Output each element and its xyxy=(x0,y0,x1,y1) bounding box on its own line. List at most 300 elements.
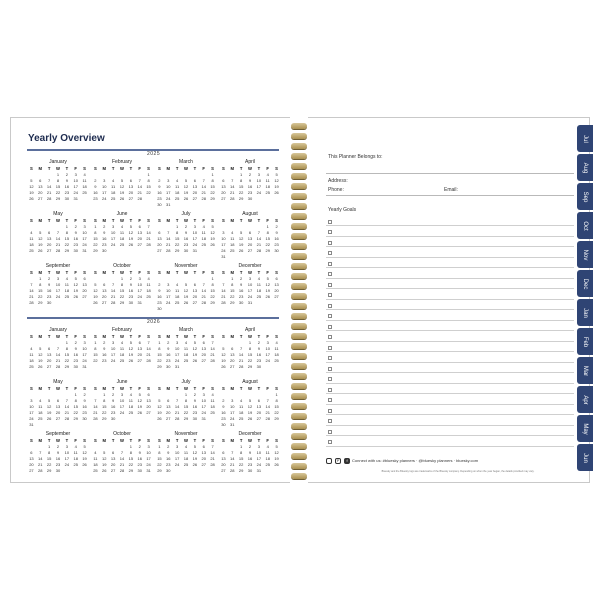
day-number: 5 xyxy=(94,282,97,287)
day-number: 11 xyxy=(239,404,244,409)
day-number: 9 xyxy=(103,230,106,235)
weekday-label: M xyxy=(166,218,171,223)
weekday-label: F xyxy=(138,438,141,443)
day-number: 21 xyxy=(55,242,61,247)
day-number xyxy=(71,468,80,474)
day-number: 4 xyxy=(240,398,243,403)
day-number: 7 xyxy=(222,282,225,287)
day-number: 2 xyxy=(74,224,77,229)
day-number: 5 xyxy=(266,276,269,281)
month-calendar-january xyxy=(27,327,89,370)
day-number: 31 xyxy=(82,364,87,369)
day-number: 1 xyxy=(275,392,278,397)
day-number: 18 xyxy=(210,404,215,409)
goal-checkbox[interactable] xyxy=(328,325,332,329)
day-number: 29 xyxy=(230,300,235,305)
month-tab-dec[interactable] xyxy=(577,270,593,297)
month-tab-aug[interactable] xyxy=(577,154,593,181)
goal-line[interactable] xyxy=(326,341,574,342)
weekday-label: W xyxy=(248,270,252,275)
day-number: 14 xyxy=(256,236,262,241)
day-number xyxy=(208,468,217,474)
month-name: November xyxy=(174,263,198,269)
weekday-label: S xyxy=(158,386,161,391)
day-number: 5 xyxy=(74,276,77,281)
goal-checkbox[interactable] xyxy=(328,283,332,287)
day-number: 22 xyxy=(64,242,70,247)
day-number: 26 xyxy=(137,410,142,415)
month-tab-jul[interactable] xyxy=(577,125,593,152)
day-number: 19 xyxy=(274,184,279,189)
day-number: 9 xyxy=(167,450,170,455)
day-number: 13 xyxy=(110,456,116,461)
day-number: 18 xyxy=(119,352,125,357)
weekday-label: W xyxy=(120,218,124,223)
day-number: 2 xyxy=(94,178,97,183)
day-number: 21 xyxy=(230,190,235,195)
contact-line xyxy=(326,195,574,196)
day-number: 20 xyxy=(192,294,198,299)
day-number xyxy=(263,422,272,428)
day-number xyxy=(199,202,208,208)
day-number: 7 xyxy=(202,282,205,287)
day-number: 25 xyxy=(174,196,180,201)
day-number: 9 xyxy=(275,230,278,235)
month-tab-label: Feb xyxy=(582,336,588,347)
goal-checkbox[interactable] xyxy=(328,272,332,276)
day-number: 29 xyxy=(274,416,279,421)
day-number xyxy=(182,468,191,474)
day-number: 6 xyxy=(112,450,115,455)
day-number: 8 xyxy=(103,398,106,403)
weekday-label: F xyxy=(266,438,269,443)
day-number: 25 xyxy=(29,248,34,253)
day-number: 13 xyxy=(201,450,206,455)
day-number: 13 xyxy=(274,282,279,287)
day-number: 18 xyxy=(93,462,98,467)
weekday-label: T xyxy=(47,334,51,339)
day-number xyxy=(164,306,173,312)
day-number: 21 xyxy=(55,358,61,363)
weekday-label: T xyxy=(193,166,197,171)
spiral-ring xyxy=(291,383,307,389)
weekday-label: F xyxy=(74,438,77,443)
day-number: 6 xyxy=(202,340,205,345)
spiral-ring xyxy=(291,133,307,139)
month-tab-may[interactable] xyxy=(577,415,593,442)
day-number: 21 xyxy=(230,462,235,467)
weekday-label: T xyxy=(47,270,51,275)
goal-line[interactable] xyxy=(326,414,574,415)
day-number: 19 xyxy=(137,404,142,409)
day-number: 8 xyxy=(94,346,97,351)
day-number: 12 xyxy=(128,230,134,235)
day-number: 24 xyxy=(64,462,70,467)
day-number: 27 xyxy=(256,416,262,421)
day-number xyxy=(199,306,208,312)
goal-line[interactable] xyxy=(326,309,574,310)
weekday-label: S xyxy=(83,438,86,443)
day-number: 19 xyxy=(119,190,125,195)
month-calendar-july xyxy=(155,211,217,254)
day-number: 28 xyxy=(221,300,226,305)
day-number: 17 xyxy=(55,288,61,293)
weekday-label: T xyxy=(193,438,197,443)
day-number: 4 xyxy=(129,392,132,397)
weekday-label: S xyxy=(275,386,278,391)
week-row xyxy=(155,306,217,312)
goal-checkbox[interactable] xyxy=(328,335,332,339)
weekday-label: T xyxy=(257,218,261,223)
day-number: 6 xyxy=(248,230,252,235)
day-number xyxy=(80,468,89,474)
goal-line[interactable] xyxy=(326,383,574,384)
month-tab-mar[interactable] xyxy=(577,357,593,384)
day-number: 11 xyxy=(93,456,98,461)
day-number: 29 xyxy=(183,416,189,421)
day-number: 21 xyxy=(46,190,52,195)
day-number xyxy=(254,300,263,306)
weekday-label: F xyxy=(74,218,77,223)
day-number: 29 xyxy=(265,248,270,253)
day-number: 25 xyxy=(274,358,279,363)
goal-checkbox[interactable] xyxy=(328,356,332,360)
spiral-ring xyxy=(291,163,307,169)
day-number: 31 xyxy=(73,196,78,201)
goal-checkbox[interactable] xyxy=(328,430,332,434)
day-number: 4 xyxy=(266,172,269,177)
day-number xyxy=(182,306,191,312)
day-number xyxy=(45,422,54,428)
day-number xyxy=(118,248,127,254)
page-title: Yearly Overview xyxy=(28,133,105,144)
day-number: 10 xyxy=(102,184,107,189)
weekday-label: F xyxy=(138,218,141,223)
goal-checkbox[interactable] xyxy=(328,304,332,308)
day-number: 24 xyxy=(110,242,116,247)
day-number: 20 xyxy=(46,358,52,363)
day-number: 29 xyxy=(157,364,162,369)
day-number xyxy=(54,300,63,306)
day-number: 13 xyxy=(137,230,142,235)
goal-line[interactable] xyxy=(326,267,574,268)
goal-checkbox[interactable] xyxy=(328,398,332,402)
day-number: 14 xyxy=(55,352,61,357)
goal-line[interactable] xyxy=(326,446,574,447)
goal-checkbox[interactable] xyxy=(328,293,332,297)
month-tab-feb[interactable] xyxy=(577,328,593,355)
footer-connect-text: Connect with us: #bluesky planners · @bluesky planners · bluesky.com xyxy=(352,458,479,463)
weekday-label: F xyxy=(266,334,269,339)
month-name: December xyxy=(238,263,262,269)
weekday-label: S xyxy=(275,270,278,275)
goal-checkbox[interactable] xyxy=(328,409,332,413)
day-number: 15 xyxy=(210,288,215,293)
day-number: 3 xyxy=(231,398,234,403)
day-number: 8 xyxy=(240,178,243,183)
day-number: 2 xyxy=(193,392,196,397)
day-number: 16 xyxy=(137,456,142,461)
weekday-label: T xyxy=(65,438,69,443)
day-number: 3 xyxy=(222,230,225,235)
owner-goals-page xyxy=(308,117,590,483)
day-number: 27 xyxy=(274,294,279,299)
day-number: 5 xyxy=(184,282,188,287)
day-number: 6 xyxy=(202,444,205,449)
day-number: 23 xyxy=(238,294,244,299)
day-number: 19 xyxy=(221,358,226,363)
day-number: 3 xyxy=(266,340,269,345)
month-tab-oct[interactable] xyxy=(577,212,593,239)
day-number: 20 xyxy=(102,294,107,299)
day-number: 2 xyxy=(48,276,51,281)
spiral-ring xyxy=(291,393,307,399)
goal-checkbox[interactable] xyxy=(328,241,332,245)
day-number: 15 xyxy=(183,404,189,409)
day-number: 22 xyxy=(183,410,189,415)
goal-checkbox[interactable] xyxy=(328,377,332,381)
pinterest-icon: P xyxy=(336,458,340,463)
day-number: 16 xyxy=(274,236,279,241)
weekday-label: S xyxy=(275,438,278,443)
goal-checkbox[interactable] xyxy=(328,388,332,392)
day-number: 16 xyxy=(256,352,262,357)
goal-line[interactable] xyxy=(326,404,574,405)
month-calendar-june xyxy=(91,379,153,422)
weekday-label: T xyxy=(111,334,115,339)
spiral-ring xyxy=(291,353,307,359)
day-number: 26 xyxy=(82,462,87,467)
month-tab-apr[interactable] xyxy=(577,386,593,413)
day-number: 15 xyxy=(247,352,253,357)
goal-checkbox[interactable] xyxy=(328,419,332,423)
day-number xyxy=(254,422,263,428)
day-number: 23 xyxy=(221,416,226,421)
day-number: 24 xyxy=(102,196,107,201)
day-number: 23 xyxy=(102,242,107,247)
day-number: 3 xyxy=(112,340,115,345)
day-number: 9 xyxy=(158,184,161,189)
day-number: 22 xyxy=(157,358,162,363)
goal-line[interactable] xyxy=(326,288,574,289)
day-number: 16 xyxy=(102,236,107,241)
day-number: 17 xyxy=(166,190,171,195)
goal-checkbox[interactable] xyxy=(328,367,332,371)
day-number: 18 xyxy=(265,456,270,461)
weekday-label: S xyxy=(94,386,97,391)
day-number: 1 xyxy=(94,340,97,345)
month-tab-nov[interactable] xyxy=(577,241,593,268)
day-number: 28 xyxy=(230,468,235,473)
day-number: 4 xyxy=(176,282,179,287)
goal-checkbox[interactable] xyxy=(328,230,332,234)
day-number: 24 xyxy=(166,196,171,201)
month-calendar-august xyxy=(219,211,281,260)
day-number: 5 xyxy=(184,178,188,183)
day-number: 9 xyxy=(103,346,106,351)
goal-checkbox[interactable] xyxy=(328,440,332,444)
day-number: 10 xyxy=(221,236,226,241)
goal-line[interactable] xyxy=(326,362,574,363)
month-tab-label: May xyxy=(582,422,588,435)
day-number: 20 xyxy=(146,404,151,409)
day-number: 25 xyxy=(238,416,244,421)
day-number: 30 xyxy=(157,202,162,207)
weekday-label: S xyxy=(83,334,86,339)
month-calendar-march xyxy=(155,327,217,370)
day-number: 16 xyxy=(55,456,61,461)
day-number: 18 xyxy=(265,184,270,189)
day-number: 22 xyxy=(38,294,43,299)
day-number: 6 xyxy=(147,392,150,397)
day-number: 30 xyxy=(192,416,198,421)
day-number: 22 xyxy=(93,358,98,363)
day-number: 31 xyxy=(137,300,142,305)
goal-line[interactable] xyxy=(326,236,574,237)
day-number: 20 xyxy=(230,358,235,363)
goal-checkbox[interactable] xyxy=(328,220,332,224)
day-number: 28 xyxy=(93,416,98,421)
day-number: 17 xyxy=(82,236,87,241)
day-number: 10 xyxy=(174,346,180,351)
goal-line[interactable] xyxy=(326,278,574,279)
day-number: 4 xyxy=(65,276,68,281)
day-number xyxy=(272,468,281,474)
day-number: 9 xyxy=(240,282,243,287)
day-number: 20 xyxy=(201,456,206,461)
goal-line[interactable] xyxy=(326,246,574,247)
day-number xyxy=(208,248,217,254)
day-number: 25 xyxy=(183,462,189,467)
day-number: 22 xyxy=(93,242,98,247)
weekday-label: S xyxy=(211,166,214,171)
day-number: 15 xyxy=(64,352,70,357)
goal-line[interactable] xyxy=(326,299,574,300)
day-number: 30 xyxy=(64,196,70,201)
goal-line[interactable] xyxy=(326,435,574,436)
day-number: 24 xyxy=(82,242,87,247)
day-number: 23 xyxy=(137,462,142,467)
day-number: 15 xyxy=(38,288,43,293)
weekday-label: T xyxy=(175,166,179,171)
day-number: 21 xyxy=(64,410,70,415)
day-number: 9 xyxy=(74,346,77,351)
goal-checkbox[interactable] xyxy=(328,251,332,255)
day-number: 12 xyxy=(265,282,270,287)
goal-line[interactable] xyxy=(326,393,574,394)
month-name: August xyxy=(242,211,258,217)
weekday-label: F xyxy=(74,270,77,275)
weekday-label: S xyxy=(94,334,97,339)
goal-line[interactable] xyxy=(326,257,574,258)
day-number: 18 xyxy=(238,410,244,415)
day-number: 7 xyxy=(138,178,141,183)
day-number: 15 xyxy=(93,352,98,357)
day-number xyxy=(272,422,281,428)
day-number: 17 xyxy=(166,294,171,299)
weekday-label: F xyxy=(266,218,269,223)
weekday-label: T xyxy=(193,270,197,275)
day-number: 27 xyxy=(46,248,52,253)
day-number: 13 xyxy=(102,288,107,293)
goal-checkbox[interactable] xyxy=(328,262,332,266)
month-tab-label: Apr xyxy=(582,394,588,405)
day-number: 10 xyxy=(256,450,262,455)
day-number: 21 xyxy=(210,352,215,357)
spiral-ring xyxy=(291,433,307,439)
goal-checkbox[interactable] xyxy=(328,346,332,350)
week-row xyxy=(91,248,153,254)
day-number: 24 xyxy=(221,248,226,253)
goal-line[interactable] xyxy=(326,320,574,321)
day-number: 3 xyxy=(112,224,115,229)
spiral-ring xyxy=(291,293,307,299)
day-number: 8 xyxy=(184,398,188,403)
goal-line[interactable] xyxy=(326,351,574,352)
day-number: 10 xyxy=(55,282,61,287)
month-name: July xyxy=(181,379,191,385)
weekday-label: W xyxy=(56,386,60,391)
day-number: 4 xyxy=(147,276,150,281)
day-number xyxy=(199,248,208,254)
day-number: 16 xyxy=(166,456,171,461)
day-number: 24 xyxy=(256,462,262,467)
day-number: 6 xyxy=(48,346,51,351)
goal-line[interactable] xyxy=(326,372,574,373)
day-number: 5 xyxy=(275,444,278,449)
day-number: 4 xyxy=(30,346,33,351)
month-tab-jun[interactable] xyxy=(577,444,593,471)
weekday-label: T xyxy=(257,334,261,339)
spiral-ring xyxy=(291,283,307,289)
weekday-label: S xyxy=(83,386,86,391)
day-number xyxy=(254,254,263,260)
day-number: 25 xyxy=(38,416,43,421)
weekday-label: M xyxy=(38,334,43,339)
day-number: 10 xyxy=(265,346,270,351)
day-number xyxy=(126,416,135,422)
day-number: 10 xyxy=(119,398,125,403)
day-number: 28 xyxy=(55,364,61,369)
day-number: 26 xyxy=(128,358,134,363)
goal-checkbox[interactable] xyxy=(328,314,332,318)
goal-line[interactable] xyxy=(326,425,574,426)
day-number: 16 xyxy=(64,184,70,189)
month-tab-sep[interactable] xyxy=(577,183,593,210)
month-tab-jan[interactable] xyxy=(577,299,593,326)
spiral-ring xyxy=(291,413,307,419)
day-number: 25 xyxy=(110,196,116,201)
day-number: 8 xyxy=(158,346,161,351)
day-number: 25 xyxy=(82,190,87,195)
day-number: 23 xyxy=(73,358,78,363)
day-number: 26 xyxy=(192,358,198,363)
weekday-label: T xyxy=(129,270,133,275)
goal-line[interactable] xyxy=(326,225,574,226)
day-number: 13 xyxy=(230,352,235,357)
day-number: 10 xyxy=(73,178,78,183)
weekday-label: F xyxy=(74,334,77,339)
weekday-label: W xyxy=(56,270,60,275)
day-number: 3 xyxy=(167,282,170,287)
day-number: 11 xyxy=(274,346,279,351)
day-number: 2 xyxy=(74,340,77,345)
day-number: 5 xyxy=(138,392,141,397)
month-tab-label: Dec xyxy=(582,278,588,289)
day-number: 7 xyxy=(120,450,124,455)
day-number: 7 xyxy=(56,230,60,235)
goal-line[interactable] xyxy=(326,330,574,331)
